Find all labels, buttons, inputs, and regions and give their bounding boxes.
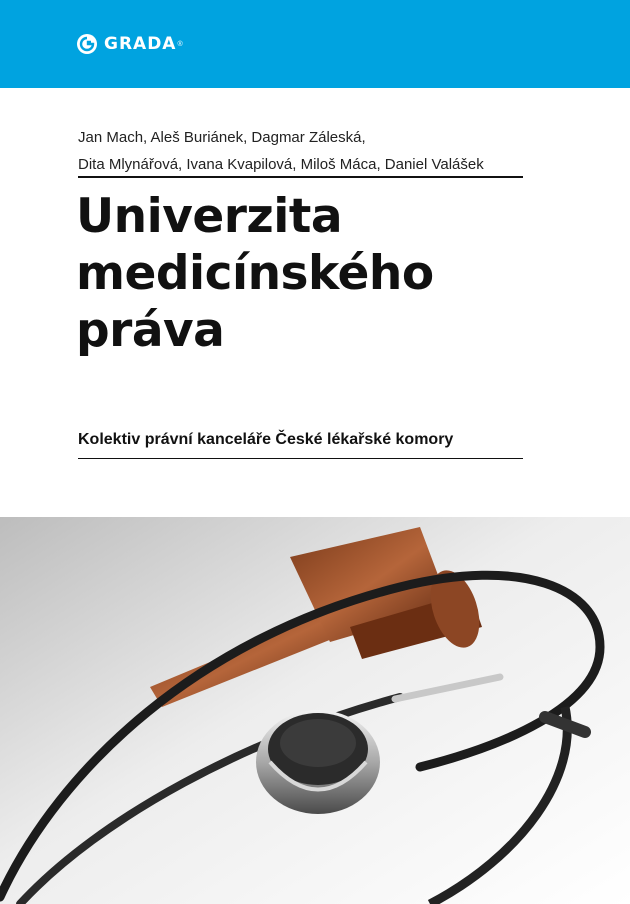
author-line: Dita Mlynářová, Ivana Kvapilová, Miloš Máca, Daniel Valášek xyxy=(78,156,484,173)
book-subtitle: Kolektiv právní kanceláře České lékařské komory xyxy=(78,431,454,448)
grada-logo-icon xyxy=(76,33,98,55)
author-divider xyxy=(78,176,523,178)
title-line: práva xyxy=(76,303,225,358)
author-list xyxy=(78,124,524,178)
publisher-name: GRADA xyxy=(104,34,177,54)
title-line: Univerzita xyxy=(76,189,343,244)
cover-photo xyxy=(0,517,630,904)
publisher-logo xyxy=(76,33,183,55)
publisher-banner xyxy=(0,0,630,88)
book-title xyxy=(76,188,546,359)
author-line: Jan Mach, Aleš Buriánek, Dagmar Záleská, xyxy=(78,129,366,146)
registered-mark: ® xyxy=(177,40,183,48)
title-line: medicínského xyxy=(76,246,434,301)
subtitle-divider xyxy=(78,458,523,459)
